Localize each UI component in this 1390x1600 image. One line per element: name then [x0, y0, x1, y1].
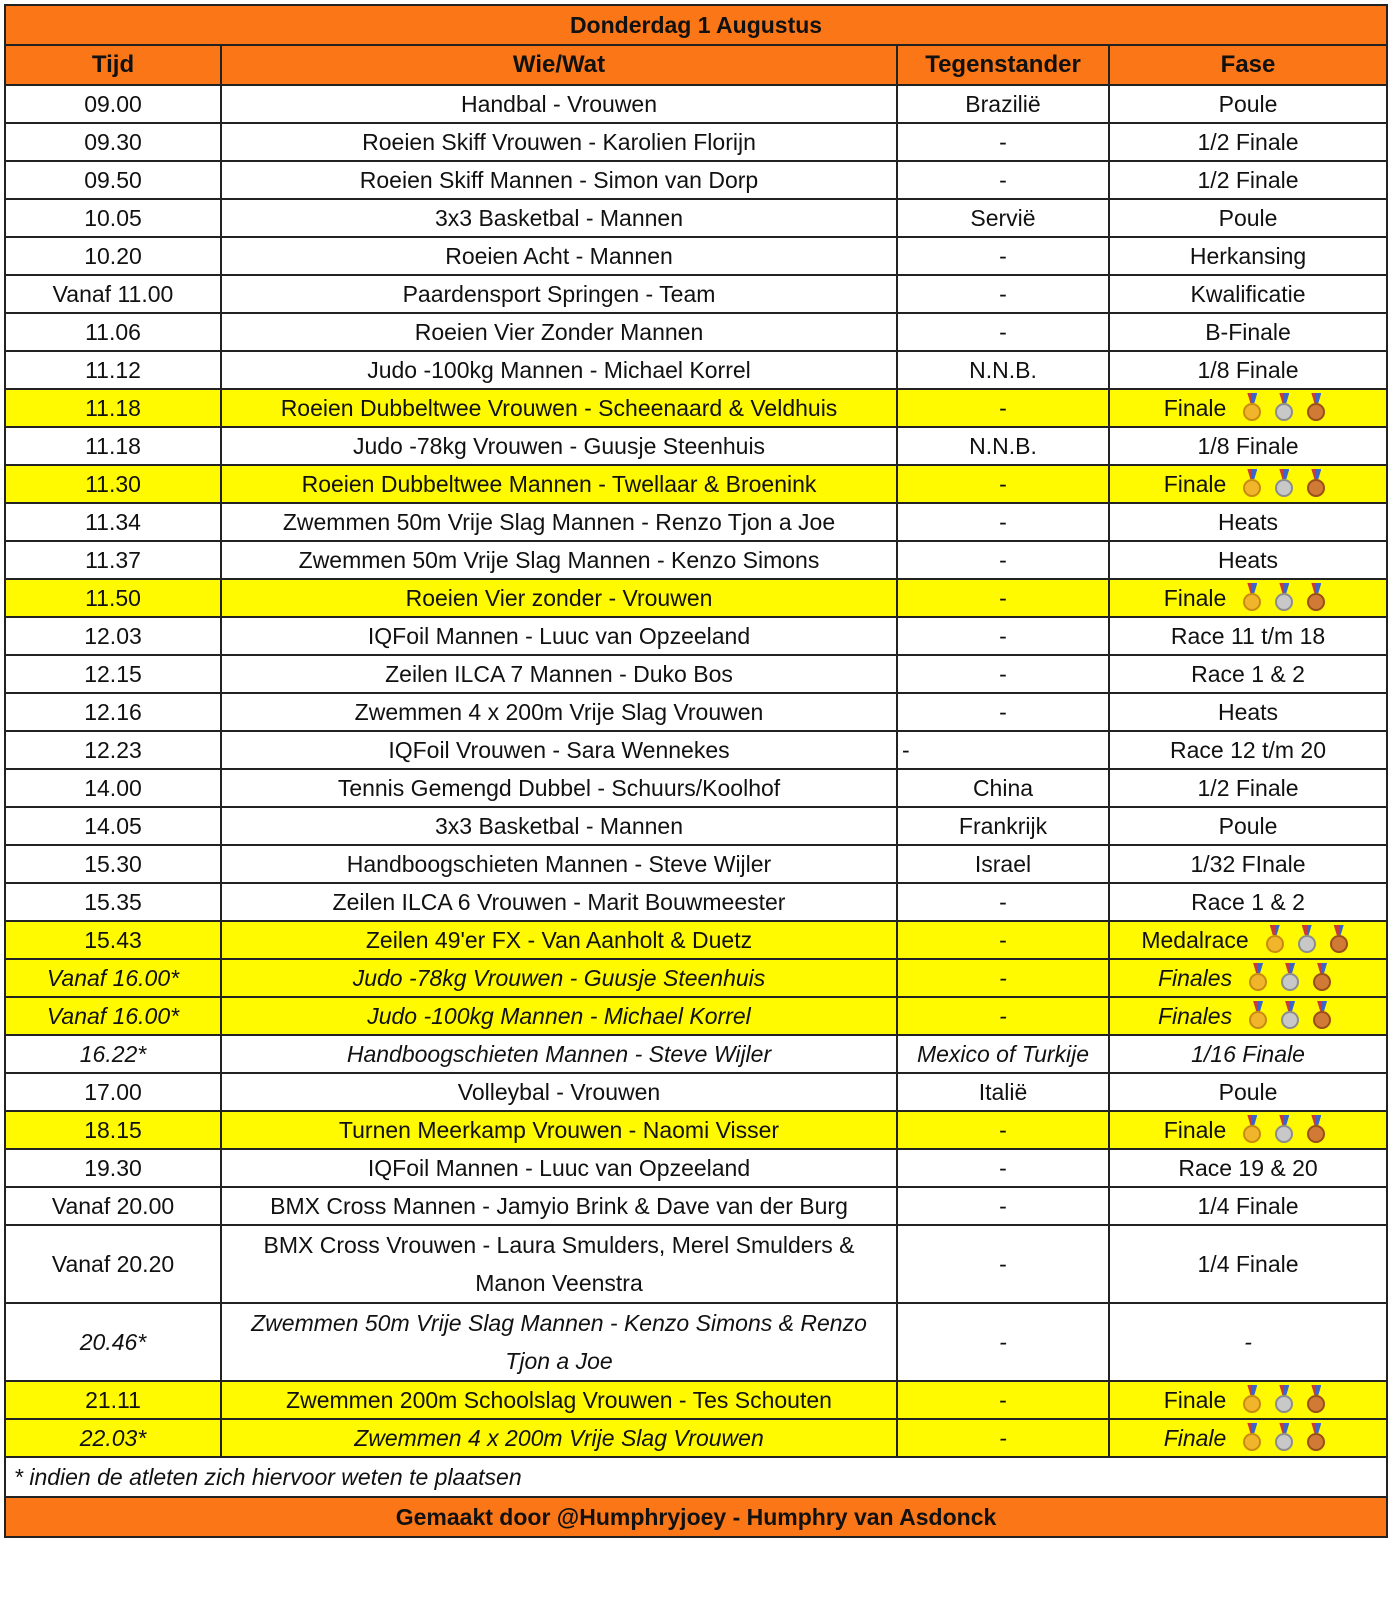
- medal-icons: [1236, 583, 1332, 613]
- gold-medal-icon: [1240, 583, 1264, 613]
- row-time: 19.30: [5, 1149, 221, 1187]
- row-event: Roeien Skiff Vrouwen - Karolien Florijn: [221, 123, 897, 161]
- row-event: 3x3 Basketbal - Mannen: [221, 199, 897, 237]
- row-time: 12.15: [5, 655, 221, 693]
- phase-label: Poule: [1218, 1079, 1278, 1106]
- row-phase: [1109, 959, 1387, 997]
- row-time: 11.06: [5, 313, 221, 351]
- row-event: Judo -100kg Mannen - Michael Korrel: [221, 351, 897, 389]
- bronze-medal-icon: [1310, 1001, 1334, 1031]
- header-phase: Fase: [1109, 45, 1387, 85]
- phase-label: 1/2 Finale: [1197, 775, 1299, 802]
- row-event: Tennis Gemengd Dubbel - Schuurs/Koolhof: [221, 769, 897, 807]
- row-phase: [1109, 275, 1387, 313]
- bronze-medal-icon: [1304, 1115, 1328, 1145]
- phase-label: Race 11 t/m 18: [1170, 623, 1326, 650]
- phase-label: Race 1 & 2: [1191, 661, 1305, 688]
- row-time: 11.30: [5, 465, 221, 503]
- header-row: [5, 45, 1387, 85]
- gold-medal-icon: [1240, 469, 1264, 499]
- table-row: [5, 921, 1387, 959]
- medal-icons: [1236, 1423, 1332, 1453]
- row-opponent: Mexico of Turkije: [897, 1035, 1109, 1073]
- schedule-rows: [5, 85, 1387, 1457]
- silver-medal-icon: [1272, 393, 1296, 423]
- gold-medal-icon: [1240, 1385, 1264, 1415]
- row-opponent: -: [897, 693, 1109, 731]
- row-phase: [1109, 427, 1387, 465]
- row-phase: [1109, 351, 1387, 389]
- bronze-medal-icon: [1304, 393, 1328, 423]
- table-row: [5, 1303, 1387, 1381]
- row-opponent: -: [897, 1187, 1109, 1225]
- phase-label: Finale: [1163, 470, 1227, 497]
- silver-medal-icon: [1272, 1385, 1296, 1415]
- phase-label: Race 19 & 20: [1178, 1155, 1318, 1182]
- row-phase: [1109, 1225, 1387, 1303]
- phase-label: Poule: [1218, 91, 1278, 118]
- phase-label: Finales: [1157, 964, 1233, 991]
- row-phase: [1109, 161, 1387, 199]
- row-time: 11.34: [5, 503, 221, 541]
- phase-label: 1/2 Finale: [1197, 129, 1299, 156]
- phase-label: Poule: [1218, 813, 1278, 840]
- row-phase: [1109, 617, 1387, 655]
- table-row: [5, 1149, 1387, 1187]
- row-opponent: -: [897, 541, 1109, 579]
- row-phase: [1109, 1111, 1387, 1149]
- row-event: Zwemmen 4 x 200m Vrije Slag Vrouwen: [221, 1419, 897, 1457]
- row-event: Zwemmen 4 x 200m Vrije Slag Vrouwen: [221, 693, 897, 731]
- header-time: Tijd: [5, 45, 221, 85]
- row-time: 11.18: [5, 389, 221, 427]
- table-row: [5, 123, 1387, 161]
- row-event: Zwemmen 200m Schoolslag Vrouwen - Tes Schouten: [221, 1381, 897, 1419]
- table-row: [5, 579, 1387, 617]
- table-row: [5, 85, 1387, 123]
- row-opponent: -: [897, 959, 1109, 997]
- row-event: Handboogschieten Mannen - Steve Wijler: [221, 845, 897, 883]
- row-opponent: -: [897, 275, 1109, 313]
- phase-label: 1/8 Finale: [1197, 433, 1299, 460]
- medal-icons: [1236, 1385, 1332, 1415]
- phase-label: 1/8 Finale: [1197, 357, 1299, 384]
- row-phase: [1109, 1073, 1387, 1111]
- row-opponent: -: [897, 921, 1109, 959]
- table-row: [5, 1073, 1387, 1111]
- phase-label: 1/16 Finale: [1191, 1041, 1305, 1068]
- bronze-medal-icon: [1304, 1385, 1328, 1415]
- row-time: Vanaf 20.20: [5, 1225, 221, 1303]
- medal-icons: [1236, 393, 1332, 423]
- silver-medal-icon: [1278, 963, 1302, 993]
- row-time: 15.30: [5, 845, 221, 883]
- gold-medal-icon: [1246, 1001, 1270, 1031]
- row-time: 15.43: [5, 921, 221, 959]
- medal-icons: [1242, 1001, 1338, 1031]
- row-event: Paardensport Springen - Team: [221, 275, 897, 313]
- row-time: 22.03*: [5, 1419, 221, 1457]
- row-opponent: -: [897, 1303, 1109, 1381]
- row-event: 3x3 Basketbal - Mannen: [221, 807, 897, 845]
- row-time: 18.15: [5, 1111, 221, 1149]
- phase-label: Finale: [1163, 1424, 1227, 1451]
- silver-medal-icon: [1272, 583, 1296, 613]
- row-phase: [1109, 465, 1387, 503]
- bronze-medal-icon: [1310, 963, 1334, 993]
- row-time: 14.00: [5, 769, 221, 807]
- row-event: Zeilen ILCA 6 Vrouwen - Marit Bouwmeester: [221, 883, 897, 921]
- row-opponent: -: [897, 1381, 1109, 1419]
- phase-label: Poule: [1218, 205, 1278, 232]
- row-event: IQFoil Mannen - Luuc van Opzeeland: [221, 1149, 897, 1187]
- footnote: * indien de atleten zich hiervoor weten te plaatsen: [5, 1457, 1387, 1497]
- table-row: [5, 161, 1387, 199]
- row-event: Roeien Vier Zonder Mannen: [221, 313, 897, 351]
- table-row: [5, 617, 1387, 655]
- row-phase: [1109, 883, 1387, 921]
- row-phase: [1109, 807, 1387, 845]
- row-event: Judo -78kg Vrouwen - Guusje Steenhuis: [221, 427, 897, 465]
- silver-medal-icon: [1272, 469, 1296, 499]
- row-opponent: Brazilië: [897, 85, 1109, 123]
- row-time: 12.16: [5, 693, 221, 731]
- table-row: [5, 769, 1387, 807]
- row-event: Zwemmen 50m Vrije Slag Mannen - Renzo Tjon a Joe: [221, 503, 897, 541]
- phase-label: Finales: [1157, 1002, 1233, 1029]
- phase-label: B-Finale: [1205, 319, 1291, 346]
- row-event: Handbal - Vrouwen: [221, 85, 897, 123]
- row-time: Vanaf 16.00*: [5, 997, 221, 1035]
- table-row: [5, 427, 1387, 465]
- row-event: BMX Cross Vrouwen - Laura Smulders, Merel Smulders & Manon Veenstra: [221, 1225, 897, 1303]
- row-phase: [1109, 1381, 1387, 1419]
- row-event: Roeien Dubbeltwee Mannen - Twellaar & Broenink: [221, 465, 897, 503]
- table-row: [5, 693, 1387, 731]
- table-row: [5, 313, 1387, 351]
- row-phase: [1109, 655, 1387, 693]
- row-phase: [1109, 845, 1387, 883]
- bronze-medal-icon: [1304, 469, 1328, 499]
- row-opponent: -: [897, 1419, 1109, 1457]
- bronze-medal-icon: [1327, 925, 1351, 955]
- row-time: Vanaf 16.00*: [5, 959, 221, 997]
- phase-label: 1/4 Finale: [1197, 1251, 1299, 1278]
- phase-label: Race 12 t/m 20: [1170, 737, 1326, 764]
- silver-medal-icon: [1272, 1115, 1296, 1145]
- phase-label: 1/32 FInale: [1190, 851, 1306, 878]
- table-row: [5, 237, 1387, 275]
- table-row: [5, 503, 1387, 541]
- silver-medal-icon: [1278, 1001, 1302, 1031]
- schedule-table: [4, 4, 1388, 1538]
- table-row: [5, 465, 1387, 503]
- row-event: Zwemmen 50m Vrije Slag Mannen - Kenzo Simons & Renzo Tjon a Joe: [221, 1303, 897, 1381]
- silver-medal-icon: [1295, 925, 1319, 955]
- row-phase: [1109, 1187, 1387, 1225]
- row-phase: [1109, 693, 1387, 731]
- row-time: 20.46*: [5, 1303, 221, 1381]
- row-time: Vanaf 20.00: [5, 1187, 221, 1225]
- gold-medal-icon: [1246, 963, 1270, 993]
- phase-label: Finale: [1163, 1116, 1227, 1143]
- phase-label: Finale: [1163, 394, 1227, 421]
- table-row: [5, 883, 1387, 921]
- row-time: Vanaf 11.00: [5, 275, 221, 313]
- medal-icons: [1242, 963, 1338, 993]
- row-phase: [1109, 731, 1387, 769]
- row-time: 10.05: [5, 199, 221, 237]
- medal-icons: [1259, 925, 1355, 955]
- row-time: 17.00: [5, 1073, 221, 1111]
- table-row: [5, 731, 1387, 769]
- page-title: Donderdag 1 Augustus: [5, 5, 1387, 45]
- row-opponent: Italië: [897, 1073, 1109, 1111]
- phase-label: -: [1244, 1329, 1252, 1356]
- row-phase: [1109, 1303, 1387, 1381]
- row-event: Volleybal - Vrouwen: [221, 1073, 897, 1111]
- row-phase: [1109, 199, 1387, 237]
- table-row: [5, 389, 1387, 427]
- row-phase: [1109, 313, 1387, 351]
- table-row: [5, 1225, 1387, 1303]
- phase-label: Finale: [1163, 584, 1227, 611]
- row-opponent: Frankrijk: [897, 807, 1109, 845]
- row-event: Roeien Acht - Mannen: [221, 237, 897, 275]
- row-opponent: -: [897, 503, 1109, 541]
- row-opponent: China: [897, 769, 1109, 807]
- table-row: [5, 997, 1387, 1035]
- footer-row: [5, 1497, 1387, 1537]
- gold-medal-icon: [1263, 925, 1287, 955]
- table-row: [5, 1381, 1387, 1419]
- row-event: Roeien Dubbeltwee Vrouwen - Scheenaard & Veldhuis: [221, 389, 897, 427]
- table-row: [5, 275, 1387, 313]
- phase-label: Race 1 & 2: [1191, 889, 1305, 916]
- row-phase: [1109, 921, 1387, 959]
- row-event: Zeilen ILCA 7 Mannen - Duko Bos: [221, 655, 897, 693]
- row-time: 12.03: [5, 617, 221, 655]
- row-opponent: -: [897, 1149, 1109, 1187]
- table-row: [5, 1419, 1387, 1457]
- table-row: [5, 541, 1387, 579]
- row-opponent: Israel: [897, 845, 1109, 883]
- header-opponent: Tegenstander: [897, 45, 1109, 85]
- phase-label: Heats: [1217, 699, 1279, 726]
- row-time: 15.35: [5, 883, 221, 921]
- row-event: BMX Cross Mannen - Jamyio Brink & Dave van der Burg: [221, 1187, 897, 1225]
- row-opponent: -: [897, 655, 1109, 693]
- row-phase: [1109, 769, 1387, 807]
- row-phase: [1109, 503, 1387, 541]
- row-phase: [1109, 123, 1387, 161]
- row-phase: [1109, 1149, 1387, 1187]
- phase-label: Heats: [1217, 509, 1279, 536]
- row-opponent: Servië: [897, 199, 1109, 237]
- row-opponent: -: [897, 731, 1109, 769]
- row-opponent: -: [897, 883, 1109, 921]
- row-phase: [1109, 997, 1387, 1035]
- title-row: [5, 5, 1387, 45]
- gold-medal-icon: [1240, 1423, 1264, 1453]
- row-time: 11.37: [5, 541, 221, 579]
- table-row: [5, 655, 1387, 693]
- gold-medal-icon: [1240, 1115, 1264, 1145]
- row-opponent: -: [897, 313, 1109, 351]
- medal-icons: [1236, 1115, 1332, 1145]
- credit-footer: Gemaakt door @Humphryjoey - Humphry van Asdonck: [5, 1497, 1387, 1537]
- row-opponent: -: [897, 1111, 1109, 1149]
- table-row: [5, 199, 1387, 237]
- row-event: Roeien Vier zonder - Vrouwen: [221, 579, 897, 617]
- row-opponent: -: [897, 389, 1109, 427]
- note-row: [5, 1457, 1387, 1497]
- row-time: 14.05: [5, 807, 221, 845]
- row-event: Zeilen 49'er FX - Van Aanholt & Duetz: [221, 921, 897, 959]
- row-time: 09.00: [5, 85, 221, 123]
- row-opponent: -: [897, 997, 1109, 1035]
- row-time: 16.22*: [5, 1035, 221, 1073]
- row-event: Handboogschieten Mannen - Steve Wijler: [221, 1035, 897, 1073]
- table-row: [5, 1187, 1387, 1225]
- row-opponent: -: [897, 465, 1109, 503]
- row-event: Zwemmen 50m Vrije Slag Mannen - Kenzo Simons: [221, 541, 897, 579]
- row-time: 11.50: [5, 579, 221, 617]
- row-time: 21.11: [5, 1381, 221, 1419]
- row-opponent: -: [897, 161, 1109, 199]
- row-opponent: -: [897, 123, 1109, 161]
- table-row: [5, 845, 1387, 883]
- row-phase: [1109, 541, 1387, 579]
- gold-medal-icon: [1240, 393, 1264, 423]
- row-event: Judo -100kg Mannen - Michael Korrel: [221, 997, 897, 1035]
- row-phase: [1109, 85, 1387, 123]
- table-row: [5, 807, 1387, 845]
- row-opponent: -: [897, 237, 1109, 275]
- row-event: Turnen Meerkamp Vrouwen - Naomi Visser: [221, 1111, 897, 1149]
- phase-label: Finale: [1163, 1386, 1227, 1413]
- table-row: [5, 959, 1387, 997]
- row-phase: [1109, 1419, 1387, 1457]
- table-row: [5, 1111, 1387, 1149]
- row-phase: [1109, 1035, 1387, 1073]
- row-event: IQFoil Vrouwen - Sara Wennekes: [221, 731, 897, 769]
- header-event: Wie/Wat: [221, 45, 897, 85]
- table-row: [5, 351, 1387, 389]
- schedule-sheet: [4, 4, 1386, 1538]
- row-time: 09.50: [5, 161, 221, 199]
- phase-label: 1/4 Finale: [1197, 1193, 1299, 1220]
- row-time: 12.23: [5, 731, 221, 769]
- phase-label: Heats: [1217, 547, 1279, 574]
- phase-label: Kwalificatie: [1190, 281, 1306, 308]
- table-row: [5, 1035, 1387, 1073]
- row-time: 11.12: [5, 351, 221, 389]
- row-event: IQFoil Mannen - Luuc van Opzeeland: [221, 617, 897, 655]
- phase-label: 1/2 Finale: [1197, 167, 1299, 194]
- row-opponent: -: [897, 579, 1109, 617]
- bronze-medal-icon: [1304, 583, 1328, 613]
- row-phase: [1109, 237, 1387, 275]
- row-opponent: -: [897, 617, 1109, 655]
- row-opponent: N.N.B.: [897, 351, 1109, 389]
- row-opponent: -: [897, 1225, 1109, 1303]
- row-time: 09.30: [5, 123, 221, 161]
- row-phase: [1109, 579, 1387, 617]
- bronze-medal-icon: [1304, 1423, 1328, 1453]
- medal-icons: [1236, 469, 1332, 499]
- phase-label: Herkansing: [1189, 243, 1307, 270]
- row-time: 11.18: [5, 427, 221, 465]
- row-opponent: N.N.B.: [897, 427, 1109, 465]
- row-phase: [1109, 389, 1387, 427]
- row-event: Judo -78kg Vrouwen - Guusje Steenhuis: [221, 959, 897, 997]
- row-event: Roeien Skiff Mannen - Simon van Dorp: [221, 161, 897, 199]
- phase-label: Medalrace: [1141, 926, 1249, 953]
- row-time: 10.20: [5, 237, 221, 275]
- silver-medal-icon: [1272, 1423, 1296, 1453]
